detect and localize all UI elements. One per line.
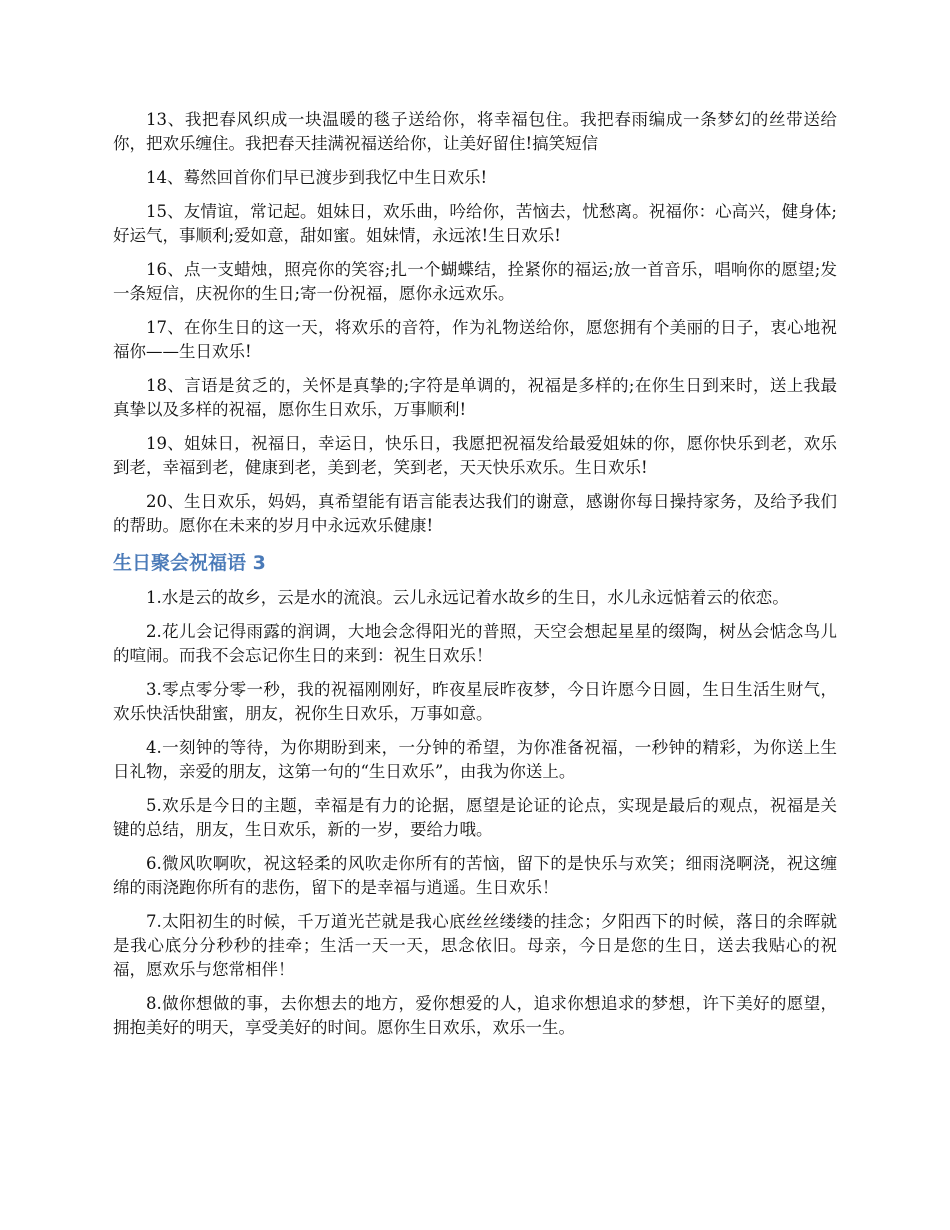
- wish-item-8: 8.做你想做的事，去你想去的地方，爱你想爱的人，追求你想追求的梦想，许下美好的愿望，拥抱美好的明天，享受美好的时间。愿你生日欢乐，欢乐一生。: [113, 994, 837, 1037]
- paragraph-17: 17、在你生日的这一天，将欢乐的音符，作为礼物送给你，愿您拥有个美丽的日子，衷心地祝福你——生日欢乐!: [113, 318, 837, 361]
- paragraph-15: 15、友情谊，常记起。姐妹日，欢乐曲，吟给你，苦恼去，忧愁离。祝福你：心高兴，健身体;好运气，事顺利;爱如意，甜如蜜。姐妹情，永远浓!生日欢乐!: [113, 202, 837, 245]
- paragraph-13: 13、我把春风织成一块温暖的毯子送给你，将幸福包住。我把春雨编成一条梦幻的丝带送给你，把欢乐缠住。我把春天挂满祝福送给你，让美好留住!搞笑短信: [113, 110, 837, 153]
- paragraph-19: 19、姐妹日，祝福日，幸运日，快乐日，我愿把祝福发给最爱姐妹的你，愿你快乐到老，欢乐到老，幸福到老，健康到老，美到老，笑到老，天天快乐欢乐。生日欢乐!: [113, 434, 837, 477]
- wish-item-5: 5.欢乐是今日的主题，幸福是有力的论据，愿望是论证的论点，实现是最后的观点，祝福是关键的总结，朋友，生日欢乐，新的一岁，要给力哦。: [113, 796, 837, 839]
- paragraph-18: 18、言语是贫乏的，关怀是真挚的;字符是单调的，祝福是多样的;在你生日到来时，送上我最真挚以及多样的祝福，愿你生日欢乐，万事顺利!: [113, 376, 837, 419]
- section-heading: 生日聚会祝福语 3: [113, 552, 266, 574]
- wish-item-7: 7.太阳初生的时候，千万道光芒就是我心底丝丝缕缕的挂念；夕阳西下的时候，落日的余晖就是我心底分分秒秒的挂牵；生活一天一天，思念依旧。母亲，今日是您的生日，送去我贴心的祝福，愿欢乐与您常相伴！: [113, 912, 837, 979]
- document-page: [113, 108, 837, 1050]
- paragraph-14: 14、蓦然回首你们早已渡步到我忆中生日欢乐!: [146, 168, 488, 187]
- wish-item-2: 2.花儿会记得雨露的润调，大地会念得阳光的普照，天空会想起星星的缀陶，树丛会惦念鸟儿的喧闹。而我不会忘记你生日的来到：祝生日欢乐！: [113, 622, 837, 665]
- paragraph-16: 16、点一支蜡烛，照亮你的笑容;扎一个蝴蝶结，拴紧你的福运;放一首音乐，唱响你的愿望;发一条短信，庆祝你的生日;寄一份祝福，愿你永远欢乐。: [113, 260, 837, 303]
- wish-item-4: 4.一刻钟的等待，为你期盼到来，一分钟的希望，为你准备祝福，一秒钟的精彩，为你送上生日礼物，亲爱的朋友，这第一句的“生日欢乐”，由我为你送上。: [113, 738, 837, 781]
- wish-item-6: 6.微风吹啊吹，祝这轻柔的风吹走你所有的苦恼，留下的是快乐与欢笑；细雨浇啊浇，祝这缠绵的雨浇跑你所有的悲伤，留下的是幸福与逍遥。生日欢乐！: [113, 854, 837, 897]
- wish-item-3: 3.零点零分零一秒，我的祝福刚刚好，昨夜星辰昨夜梦，今日许愿今日圆，生日生活生财气，欢乐快活快甜蜜，朋友，祝你生日欢乐，万事如意。: [113, 680, 837, 723]
- section-birthday-party-wishes-3: [113, 550, 837, 1040]
- wishes-list-13-20: [113, 108, 837, 538]
- paragraph-20: 20、生日欢乐，妈妈，真希望能有语言能表达我们的谢意，感谢你每日操持家务，及给予我们的帮助。愿你在未来的岁月中永远欢乐健康!: [113, 492, 837, 535]
- wish-item-1: 1.水是云的故乡，云是水的流浪。云儿永远记着水故乡的生日，水儿永远惦着云的依恋。: [146, 588, 789, 607]
